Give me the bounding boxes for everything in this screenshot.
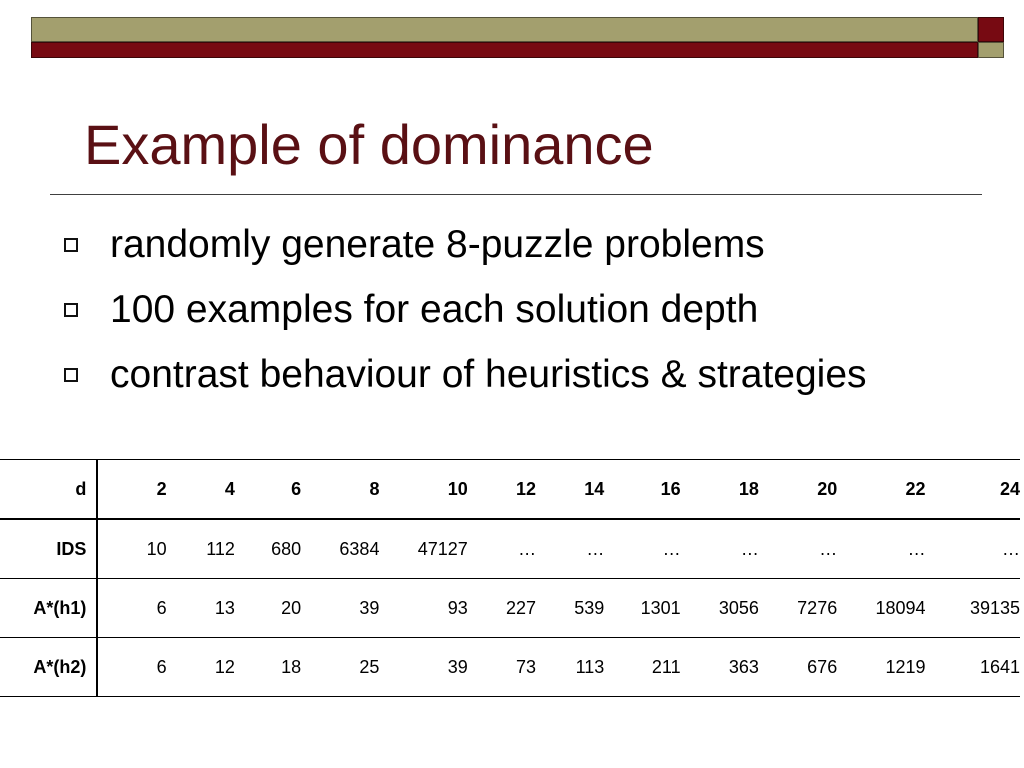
bullet-item bbox=[64, 212, 867, 277]
table-cell: … bbox=[518, 538, 537, 559]
table-row-astar-h2 bbox=[0, 638, 1020, 697]
header-cell: 6 bbox=[291, 478, 302, 499]
header-cell: 24 bbox=[999, 478, 1020, 499]
header-maroon-bar bbox=[31, 42, 978, 58]
header-cell: 2 bbox=[156, 478, 167, 499]
bullet-text: contrast behaviour of heuristics & strategies bbox=[110, 352, 867, 396]
table-header-row bbox=[0, 460, 1020, 520]
bullet-item bbox=[64, 342, 867, 407]
table-cell: 20 bbox=[281, 597, 302, 618]
table-cell: … bbox=[740, 538, 759, 559]
header-cell: 10 bbox=[447, 478, 468, 499]
table-cell: 25 bbox=[359, 656, 380, 677]
header-cell: 22 bbox=[905, 478, 926, 499]
table-cell: 18094 bbox=[875, 597, 926, 618]
header-maroon-square bbox=[978, 17, 1004, 42]
table-cell: 680 bbox=[271, 538, 302, 559]
header-cell: 18 bbox=[738, 478, 759, 499]
table-cell: 73 bbox=[516, 656, 537, 677]
table-cell: 227 bbox=[506, 597, 537, 618]
table-cell: … bbox=[819, 538, 838, 559]
table-cell: … bbox=[1002, 538, 1020, 559]
bullet-text: 100 examples for each solution depth bbox=[110, 287, 759, 331]
table-cell: … bbox=[662, 538, 681, 559]
table-cell: 211 bbox=[651, 656, 681, 677]
table-row-ids bbox=[0, 519, 1020, 579]
row-label: A*(h1) bbox=[0, 579, 97, 638]
table-cell: 1641 bbox=[979, 656, 1020, 677]
row-label: A*(h2) bbox=[0, 638, 97, 697]
header-cell: 4 bbox=[224, 478, 235, 499]
table-cell: 3056 bbox=[718, 597, 759, 618]
header-olive-square bbox=[978, 42, 1004, 58]
table-cell: 7276 bbox=[797, 597, 838, 618]
header-cell: 20 bbox=[817, 478, 838, 499]
table-cell: 113 bbox=[575, 656, 605, 677]
bullet-item bbox=[64, 277, 867, 342]
table-cell: 676 bbox=[807, 656, 838, 677]
header-olive-bar bbox=[31, 17, 978, 42]
table-cell: 6 bbox=[156, 597, 167, 618]
bullet-text: randomly generate 8-puzzle problems bbox=[110, 222, 765, 266]
table-cell: 13 bbox=[214, 597, 235, 618]
table-cell: 39 bbox=[359, 597, 380, 618]
title-divider bbox=[50, 194, 982, 195]
header-cell: 12 bbox=[516, 478, 537, 499]
bullet-list bbox=[64, 212, 867, 407]
table-cell: 539 bbox=[574, 597, 605, 618]
search-cost-table bbox=[0, 459, 1020, 697]
table-cell: 47127 bbox=[417, 538, 468, 559]
table-cell: 112 bbox=[206, 538, 235, 559]
table-cell: 1301 bbox=[640, 597, 681, 618]
square-bullet-icon bbox=[64, 368, 78, 382]
table-cell: 6 bbox=[156, 656, 167, 677]
table-cell: 39135 bbox=[969, 597, 1020, 618]
table-cell: 363 bbox=[728, 656, 759, 677]
square-bullet-icon bbox=[64, 303, 78, 317]
table-row-astar-h1 bbox=[0, 579, 1020, 638]
table-cell: … bbox=[586, 538, 605, 559]
slide-title: Example of dominance bbox=[84, 113, 654, 176]
table-cell: 18 bbox=[281, 656, 302, 677]
row-label: IDS bbox=[0, 519, 97, 579]
table-cell: 12 bbox=[214, 656, 235, 677]
square-bullet-icon bbox=[64, 238, 78, 252]
header-cell-d: d bbox=[0, 460, 97, 520]
table-cell: 10 bbox=[146, 538, 167, 559]
table-cell: 93 bbox=[447, 597, 468, 618]
header-cell: 14 bbox=[584, 478, 605, 499]
header-cell: 8 bbox=[369, 478, 380, 499]
header-cell: 16 bbox=[660, 478, 681, 499]
table-cell: 1219 bbox=[885, 656, 926, 677]
table-cell: 39 bbox=[447, 656, 468, 677]
table-cell: 6384 bbox=[339, 538, 380, 559]
table-cell: … bbox=[907, 538, 926, 559]
